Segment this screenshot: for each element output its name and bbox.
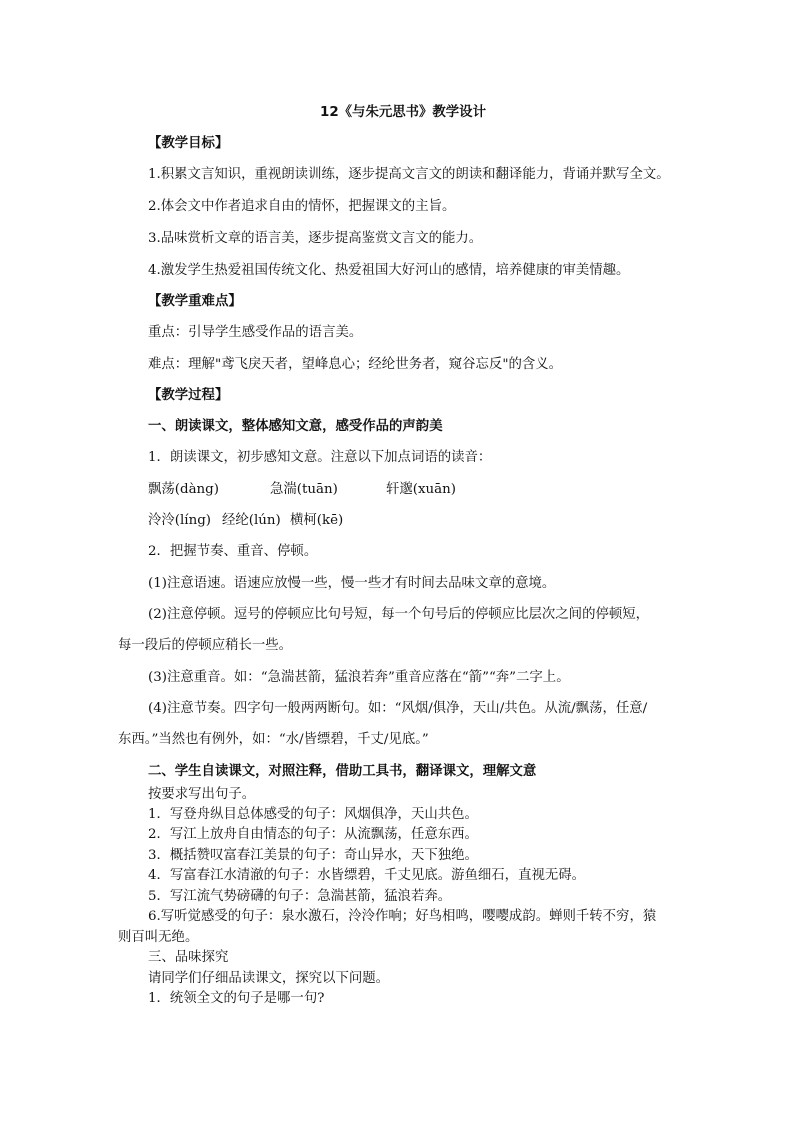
tip-item: (4)注意节奏。四字句一般两两断句。如：“风烟/俱净，天山/共色。从流/飘荡，任意/: [148, 701, 648, 716]
part2-item: 6.写听觉感受的句子：泉水激石，泠泠作响；好鸟相鸣，嘤嘤成韵。蝉则千转不穷，猿: [148, 909, 657, 924]
step2-text: 2．把握节奏、重音、停顿。: [148, 544, 318, 559]
process-heading: 【教学过程】: [148, 388, 229, 403]
part3-heading: 三、品味探究: [148, 950, 229, 965]
step1-text: 1．朗读课文，初步感知文意。注意以下加点词语的读音：: [148, 450, 492, 465]
part2-heading: 二、学生自读课文，对照注释，借助工具书，翻译课文，理解文意: [148, 764, 537, 779]
objective-item: 3.品味赏析文章的语言美，逐步提高鉴赏文言文的能力。: [148, 231, 483, 246]
part1-heading: 一、朗读课文，整体感知文意，感受作品的声韵美: [148, 419, 443, 434]
pinyin-row-1: [148, 481, 628, 499]
part3-question: 1．统领全文的句子是哪一句?: [148, 991, 325, 1006]
document-page: [118, 0, 688, 1123]
tip-item: (3)注意重音。如：“急湍甚箭，猛浪若奔”重音应落在“箭”“奔”二字上。: [148, 670, 570, 685]
part2-intro: 按要求写出句子。: [148, 787, 256, 802]
objective-item: 1.积累文言知识，重视朗读训练，逐步提高文言文的朗读和翻译能力，背诵并默写全文。: [148, 167, 670, 182]
pinyin-item: 轩邈(xuān): [386, 482, 457, 497]
pinyin-item: 经纶(lún): [222, 513, 281, 528]
objectives-heading: 【教学目标】: [148, 136, 229, 151]
tip-item-continued: 每一段后的停顿应稍长一些。: [118, 638, 293, 653]
keypoint-difficulty: 难点：理解"鸢飞戾天者，望峰息心；经纶世务者，窥谷忘反"的含义。: [148, 357, 563, 372]
part3-intro: 请同学们仔细品读课文，探究以下问题。: [148, 971, 390, 986]
keypoint-focus: 重点：引导学生感受作品的语言美。: [148, 325, 363, 340]
pinyin-item: 急湍(tuān): [270, 482, 338, 497]
keypoints-heading: 【教学重难点】: [148, 294, 242, 309]
objective-item: 2.体会文中作者追求自由的情怀，把握课文的主旨。: [148, 199, 456, 214]
objective-item: 4.激发学生热爱祖国传统文化、热爱祖国大好河山的感情，培养健康的审美情趣。: [148, 263, 630, 278]
tip-item: (2)注意停顿。逗号的停顿应比句号短，每一个句号后的停顿应比层次之间的停顿短，: [148, 607, 650, 622]
part2-item: 1．写登舟纵目总体感受的句子：风烟俱净，天山共色。: [148, 807, 478, 822]
pinyin-item: 横柯(kē): [290, 513, 344, 528]
part2-item: 5．写江流气势磅礴的句子：急湍甚箭，猛浪若奔。: [148, 889, 452, 904]
part2-item-continued: 则百叫无绝。: [118, 930, 199, 945]
pinyin-row-2: [148, 512, 628, 530]
pinyin-item: 泠泠(líng): [148, 513, 211, 528]
tip-item: (1)注意语速。语速应放慢一些，慢一些才有时间去品味文章的意境。: [148, 576, 556, 591]
part2-item: 2．写江上放舟自由情态的句子：从流飘荡，任意东西。: [148, 827, 478, 842]
part2-item: 3．概括赞叹富春江美景的句子：奇山异水，天下独绝。: [148, 848, 478, 863]
document-title: 12《与朱元思书》教学设计: [320, 105, 486, 120]
tip-item-continued: 东西。”当然也有例外，如：“水/皆缥碧，千丈/见底。”: [118, 732, 429, 747]
part2-item: 4．写富春江水清澈的句子：水皆缥碧，千丈见底。游鱼细石，直视无碍。: [148, 868, 586, 883]
pinyin-item: 飘荡(dàng): [148, 482, 219, 497]
